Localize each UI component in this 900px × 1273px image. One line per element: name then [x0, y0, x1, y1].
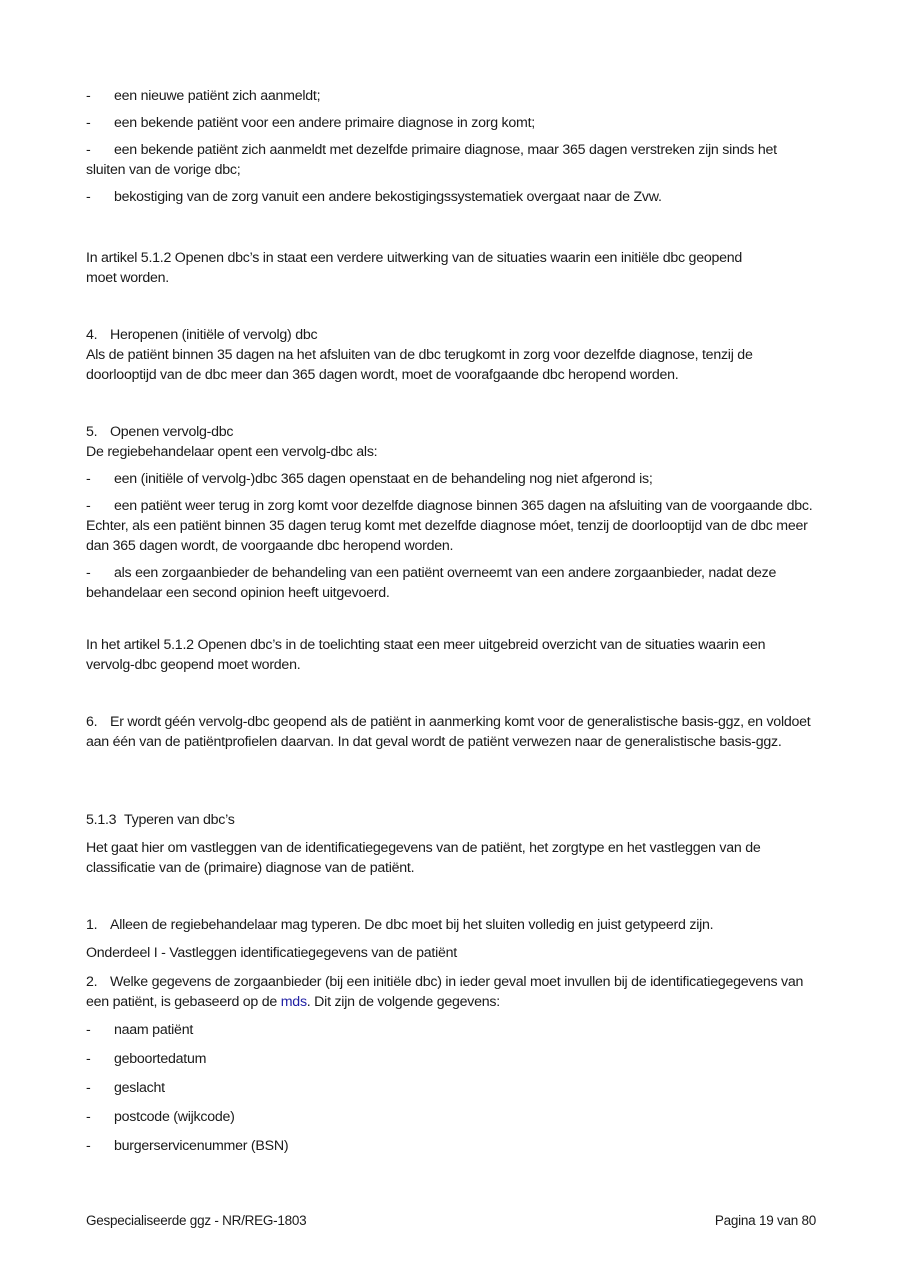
bullet-dash: -	[86, 142, 91, 158]
item-5	[86, 422, 818, 603]
bullet-dash: -	[86, 1109, 91, 1125]
bullet-dash: -	[86, 189, 91, 205]
list-item: - een nieuwe patiënt zich aanmeldt;	[86, 88, 321, 104]
bullet-dash: -	[86, 565, 91, 581]
paragraph: In het artikel 5.1.2 Openen dbc’s in de toelichting staat een meer uitgebreid overzicht van de situaties waarin een vervolg-dbc geopend moet worden.	[86, 637, 766, 673]
rule-2: 2. Welke gegevens de zorgaanbieder (bij een initiële dbc) in ieder geval moet invullen bij de identificatiegegevens van een patiënt, is gebaseerd op de mds. Dit zijn de volgende gegevens:	[86, 974, 804, 1010]
bullet-list-initial-dbc	[86, 86, 818, 207]
section-heading: 5.1.3 Typeren van dbc’s	[86, 812, 235, 828]
rule-1: 1. Alleen de regiebehandelaar mag typeren. De dbc moet bij het sluiten volledig en juist getypeerd zijn.	[86, 917, 714, 933]
footer-document-id: Gespecialiseerde ggz - NR/REG-1803	[86, 1213, 307, 1228]
bullet-dash: -	[86, 88, 91, 104]
list-item: - naam patiënt	[86, 1022, 194, 1038]
item-6: 6. Er wordt géén vervolg-dbc geopend als de patiënt in aanmerking komt voor de generalistische basis-ggz, en voldoet aan één van de patiëntprofielen daarvan. In dat geval wordt de patiënt verwezen naar de generalistische basis-ggz.	[86, 714, 811, 750]
list-item: - een patiënt weer terug in zorg komt voor dezelfde diagnose binnen 365 dagen na afsluiting van de voorgaande dbc. Echter, als een patiënt binnen 35 dagen terug komt met dezelfde diagnose móet, tenzij de doorlooptijd van de dbc meer dan 365 dagen wordt, de voorgaande dbc heropend worden.	[86, 498, 813, 554]
list-item: - een bekende patiënt zich aanmeldt met dezelfde primaire diagnose, maar 365 dagen verstreken zijn sinds het sluiten van de vorige dbc;	[86, 142, 777, 178]
item-heading: 5. Openen vervolg-dbc	[86, 424, 234, 440]
item-heading: 4. Heropenen (initiële of vervolg) dbc	[86, 327, 318, 343]
identification-fields-list	[86, 1020, 818, 1156]
item-intro: De regiebehandelaar opent een vervolg-dbc als:	[86, 444, 378, 460]
bullet-dash: -	[86, 1051, 91, 1067]
bullet-dash: -	[86, 498, 91, 514]
list-item: - als een zorgaanbieder de behandeling van een patiënt overneemt van een andere zorgaanbieder, nadat deze behandelaar een second opinion heeft uitgevoerd.	[86, 565, 777, 601]
mds-link[interactable]: mds	[280, 994, 307, 1010]
list-item: - postcode (wijkcode)	[86, 1109, 235, 1125]
bullet-dash: -	[86, 1080, 91, 1096]
list-item: - geslacht	[86, 1080, 165, 1096]
item-4	[86, 325, 818, 385]
list-item: - een (initiële of vervolg-)dbc 365 dagen openstaat en de behandeling nog niet afgerond is;	[86, 471, 653, 487]
list-item: - geboortedatum	[86, 1051, 207, 1067]
paragraph: In artikel 5.1.2 Openen dbc’s in staat een verdere uitwerking van de situaties waarin een initiële dbc geopend moet worden.	[86, 250, 743, 286]
list-item: - burgerservicenummer (BSN)	[86, 1138, 289, 1154]
list-item: - bekostiging van de zorg vanuit een andere bekostigingssystematiek overgaat naar de Zvw.	[86, 189, 662, 205]
section-intro: Het gaat hier om vastleggen van de identificatiegegevens van de patiënt, het zorgtype en het vastleggen van de classificatie van de (primaire) diagnose van de patiënt.	[86, 840, 761, 876]
bullet-dash: -	[86, 1022, 91, 1038]
bullet-dash: -	[86, 115, 91, 131]
item-text: Als de patiënt binnen 35 dagen na het afsluiten van de dbc terugkomt in zorg voor dezelfde diagnose, tenzij de doorlooptijd van de dbc meer dan 365 dagen wordt, moet de voorafgaande dbc heropend worden.	[86, 347, 753, 383]
list-item: - een bekende patiënt voor een andere primaire diagnose in zorg komt;	[86, 115, 535, 131]
page-footer	[86, 1213, 816, 1228]
bullet-dash: -	[86, 471, 91, 487]
bullet-dash: -	[86, 1138, 91, 1154]
subpart-heading: Onderdeel I - Vastleggen identificatiegegevens van de patiënt	[86, 945, 457, 961]
footer-page-number: Pagina 19 van 80	[714, 1213, 816, 1228]
